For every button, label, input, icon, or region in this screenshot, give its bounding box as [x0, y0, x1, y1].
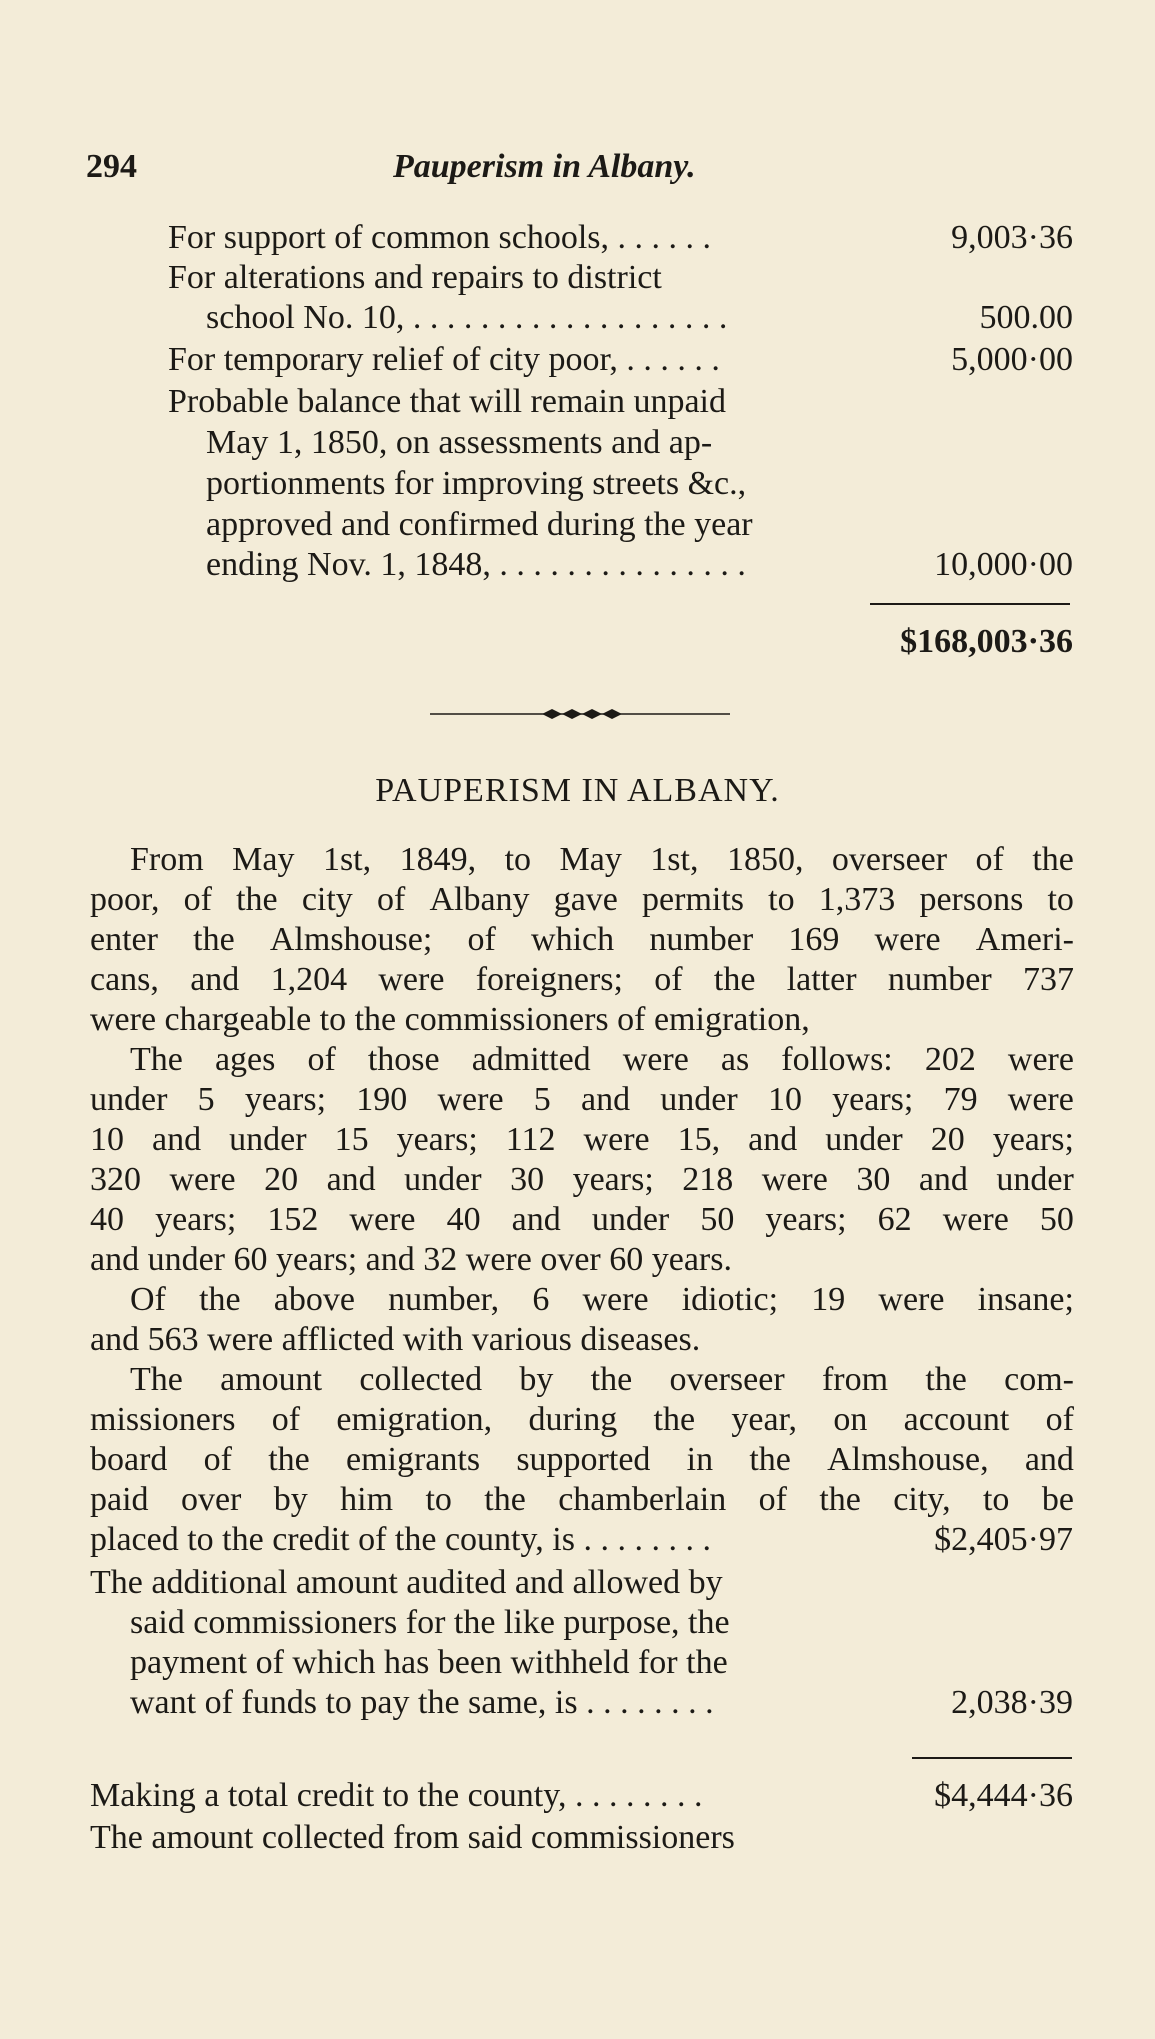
paragraph-line: poor, of the city of Albany gave permits to 1,373 persons to — [90, 881, 1074, 918]
appropriation-line: approved and confirmed during the year — [206, 506, 753, 543]
paragraph-line: and under 60 years; and 32 were over 60 years. — [90, 1241, 732, 1278]
appropriation-amount: 500.00 — [979, 299, 1073, 336]
appropriations-total: $168,003·36 — [900, 623, 1073, 660]
paragraph-line: 10 and under 15 years; 112 were 15, and under 20 years; — [90, 1121, 1074, 1158]
paragraph-line: missioners of emigration, during the year, on account of — [90, 1401, 1074, 1438]
credit-line: want of funds to pay the same, is . . . . . . . . — [130, 1684, 714, 1721]
section-title: PAUPERISM IN ALBANY. — [375, 772, 780, 809]
paragraph-line: under 5 years; 190 were 5 and under 10 years; 79 were — [90, 1081, 1074, 1118]
appropriation-line: school No. 10, . . . . . . . . . . . . . . . . . . . — [206, 299, 728, 336]
paragraph-line: enter the Almshouse; of which number 169 were Ameri- — [90, 921, 1074, 958]
paragraph-line: cans, and 1,204 were foreigners; of the latter number 737 — [90, 961, 1074, 998]
credit-line: payment of which has been withheld for the — [130, 1644, 728, 1681]
sum-rule — [870, 603, 1070, 605]
paragraph-line: The ages of those admitted were as follows: 202 were — [130, 1041, 1074, 1078]
paragraph-line: 40 years; 152 were 40 and under 50 years; 62 were 50 — [90, 1201, 1074, 1238]
paragraph-line: paid over by him to the chamberlain of the city, to be — [90, 1481, 1074, 1518]
credit-amount: 2,038·39 — [951, 1684, 1073, 1721]
appropriation-line: portionments for improving streets &c., — [206, 465, 747, 502]
paragraph-line: Of the above number, 6 were idiotic; 19 were insane; — [130, 1281, 1074, 1318]
paragraph-line: 320 were 20 and under 30 years; 218 were 30 and under — [90, 1161, 1074, 1198]
appropriation-line: Probable balance that will remain unpaid — [168, 383, 726, 420]
paragraph-line: From May 1st, 1849, to May 1st, 1850, overseer of the — [130, 841, 1074, 878]
appropriation-amount: 9,003·36 — [951, 219, 1073, 256]
appropriation-line: For support of common schools, . . . . . . — [168, 219, 712, 256]
appropriation-line: ending Nov. 1, 1848, . . . . . . . . . . . . . . . — [206, 546, 746, 583]
appropriation-amount: 10,000·00 — [934, 546, 1073, 583]
paragraph-line: and 563 were afflicted with various diseases. — [90, 1321, 701, 1358]
credit-line: placed to the credit of the county, is . . . . . . . . — [90, 1521, 711, 1558]
running-title: Pauperism in Albany. — [393, 148, 696, 185]
total-line: Making a total credit to the county, . . . . . . . . — [90, 1777, 703, 1814]
appropriation-line: For temporary relief of city poor, . . . . . . — [168, 341, 720, 378]
paragraph-line: were chargeable to the commissioners of emigration, — [90, 1001, 810, 1038]
page-number: 294 — [86, 148, 137, 185]
paragraph-line: The amount collected from said commissioners — [90, 1819, 735, 1856]
credit-amount: $2,405·97 — [934, 1521, 1073, 1558]
total-amount: $4,444·36 — [934, 1777, 1073, 1814]
ornament-divider — [430, 706, 730, 722]
appropriation-line: For alterations and repairs to district — [168, 259, 662, 296]
credit-line: The additional amount audited and allowed by — [90, 1564, 723, 1601]
paragraph-line: board of the emigrants supported in the Almshouse, and — [90, 1441, 1074, 1478]
credit-line: said commissioners for the like purpose, the — [130, 1604, 730, 1641]
appropriation-line: May 1, 1850, on assessments and ap- — [206, 424, 713, 461]
paragraph-line: The amount collected by the overseer from the com- — [130, 1361, 1074, 1398]
sum-rule — [912, 1757, 1072, 1759]
appropriation-amount: 5,000·00 — [951, 341, 1073, 378]
